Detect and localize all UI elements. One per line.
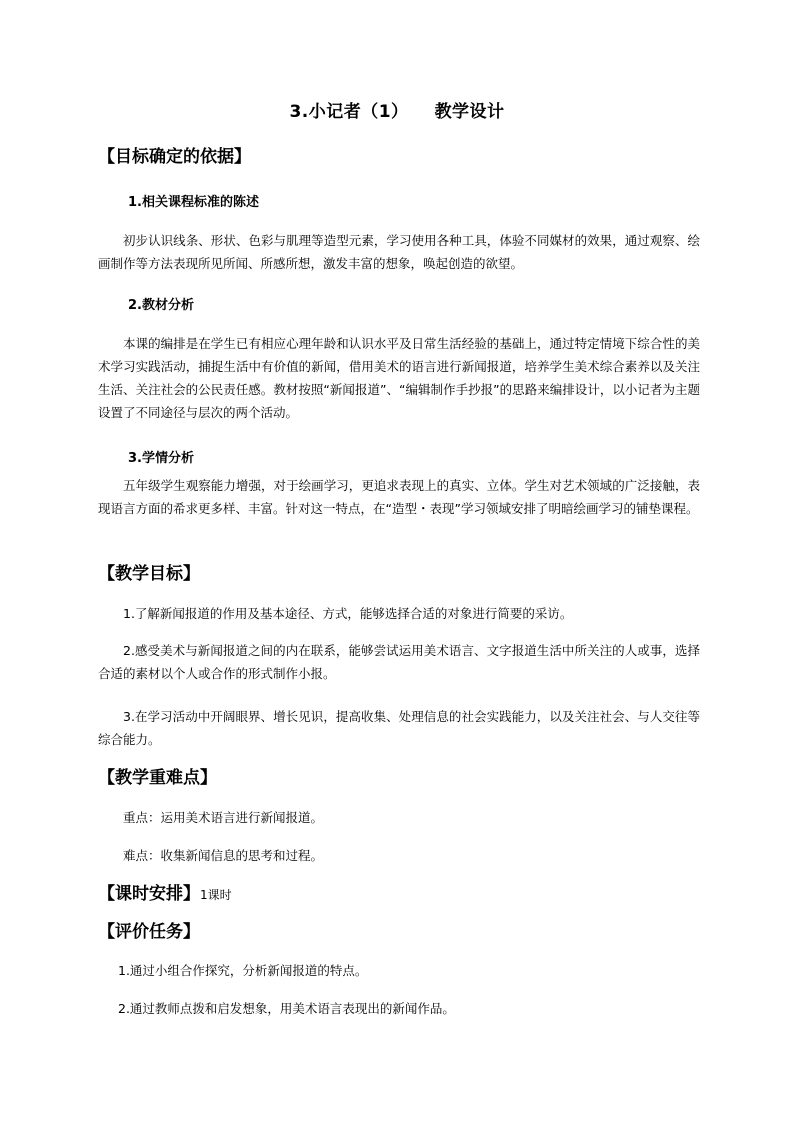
subheading-curriculum-standard: 1.相关课程标准的陈述 <box>128 195 259 210</box>
schedule-label: 【课时安排】 <box>98 884 200 904</box>
paragraph-textbook-analysis: 本课的编排是在学生已有相应心理年龄和认识水平及日常生活经验的基础上，通过特定情境下综合性的美术学习实践活动，捕捉生活中有价值的新闻，借用美术的语言进行新闻报道，培养学生美术综合素养以及关注生活、关注社会的公民责任感。教材按照“新闻报道”、“编辑制作手抄报”的思路来编排设计，以小记者为主题设置了不同途径与层次的两个活动。 <box>98 336 700 420</box>
heading-basis: 【目标确定的依据】 <box>98 147 251 167</box>
goal-3: 3.在学习活动中开阔眼界、增长见识，提高收集、处理信息的社会实践能力，以及关注社会、与人交往等综合能力。 <box>98 709 700 747</box>
document-title <box>0 97 794 122</box>
heading-teaching-goals: 【教学目标】 <box>98 564 200 584</box>
goal-1: 1.了解新闻报道的作用及基本途径、方式，能够选择合适的对象进行简要的采访。 <box>123 606 573 621</box>
paragraph-student-analysis: 五年级学生观察能力增强，对于绘画学习，更追求表现上的真实、立体。学生对艺术领域的广泛接触，表现语言方面的希求更多样、丰富。针对这一特点，在“造型・表现”学习领域安排了明暗绘画学习的铺垫课程。 <box>98 478 700 516</box>
heading-schedule <box>98 883 232 906</box>
heading-key-difficult-points: 【教学重难点】 <box>98 768 217 788</box>
evaluation-task-1: 1.通过小组合作探究，分析新闻报道的特点。 <box>118 963 368 978</box>
paragraph-curriculum-standard: 初步认识线条、形状、色彩与肌理等造型元素，学习使用各种工具，体验不同媒材的效果，通过观察、绘画制作等方法表现所见所闻、所感所想，激发丰富的想象，唤起创造的欲望。 <box>98 233 700 271</box>
title-design: 教学设计 <box>434 102 505 122</box>
subheading-student-analysis: 3.学情分析 <box>128 451 194 466</box>
subheading-textbook-analysis: 2.教材分析 <box>128 298 194 313</box>
title-lesson: 3.小记者（1） <box>289 102 409 122</box>
heading-evaluation-tasks: 【评价任务】 <box>98 922 200 942</box>
evaluation-task-2: 2.通过教师点拨和启发想象，用美术语言表现出的新闻作品。 <box>118 1001 455 1016</box>
difficult-point: 难点：收集新闻信息的思考和过程。 <box>123 848 324 863</box>
schedule-value: 1课时 <box>200 888 232 902</box>
goal-2: 2.感受美术与新闻报道之间的内在联系，能够尝试运用美术语言、文字报道生活中所关注的人或事，选择合适的素材以个人或合作的形式制作小报。 <box>98 643 700 681</box>
key-point: 重点：运用美术语言进行新闻报道。 <box>123 810 324 825</box>
